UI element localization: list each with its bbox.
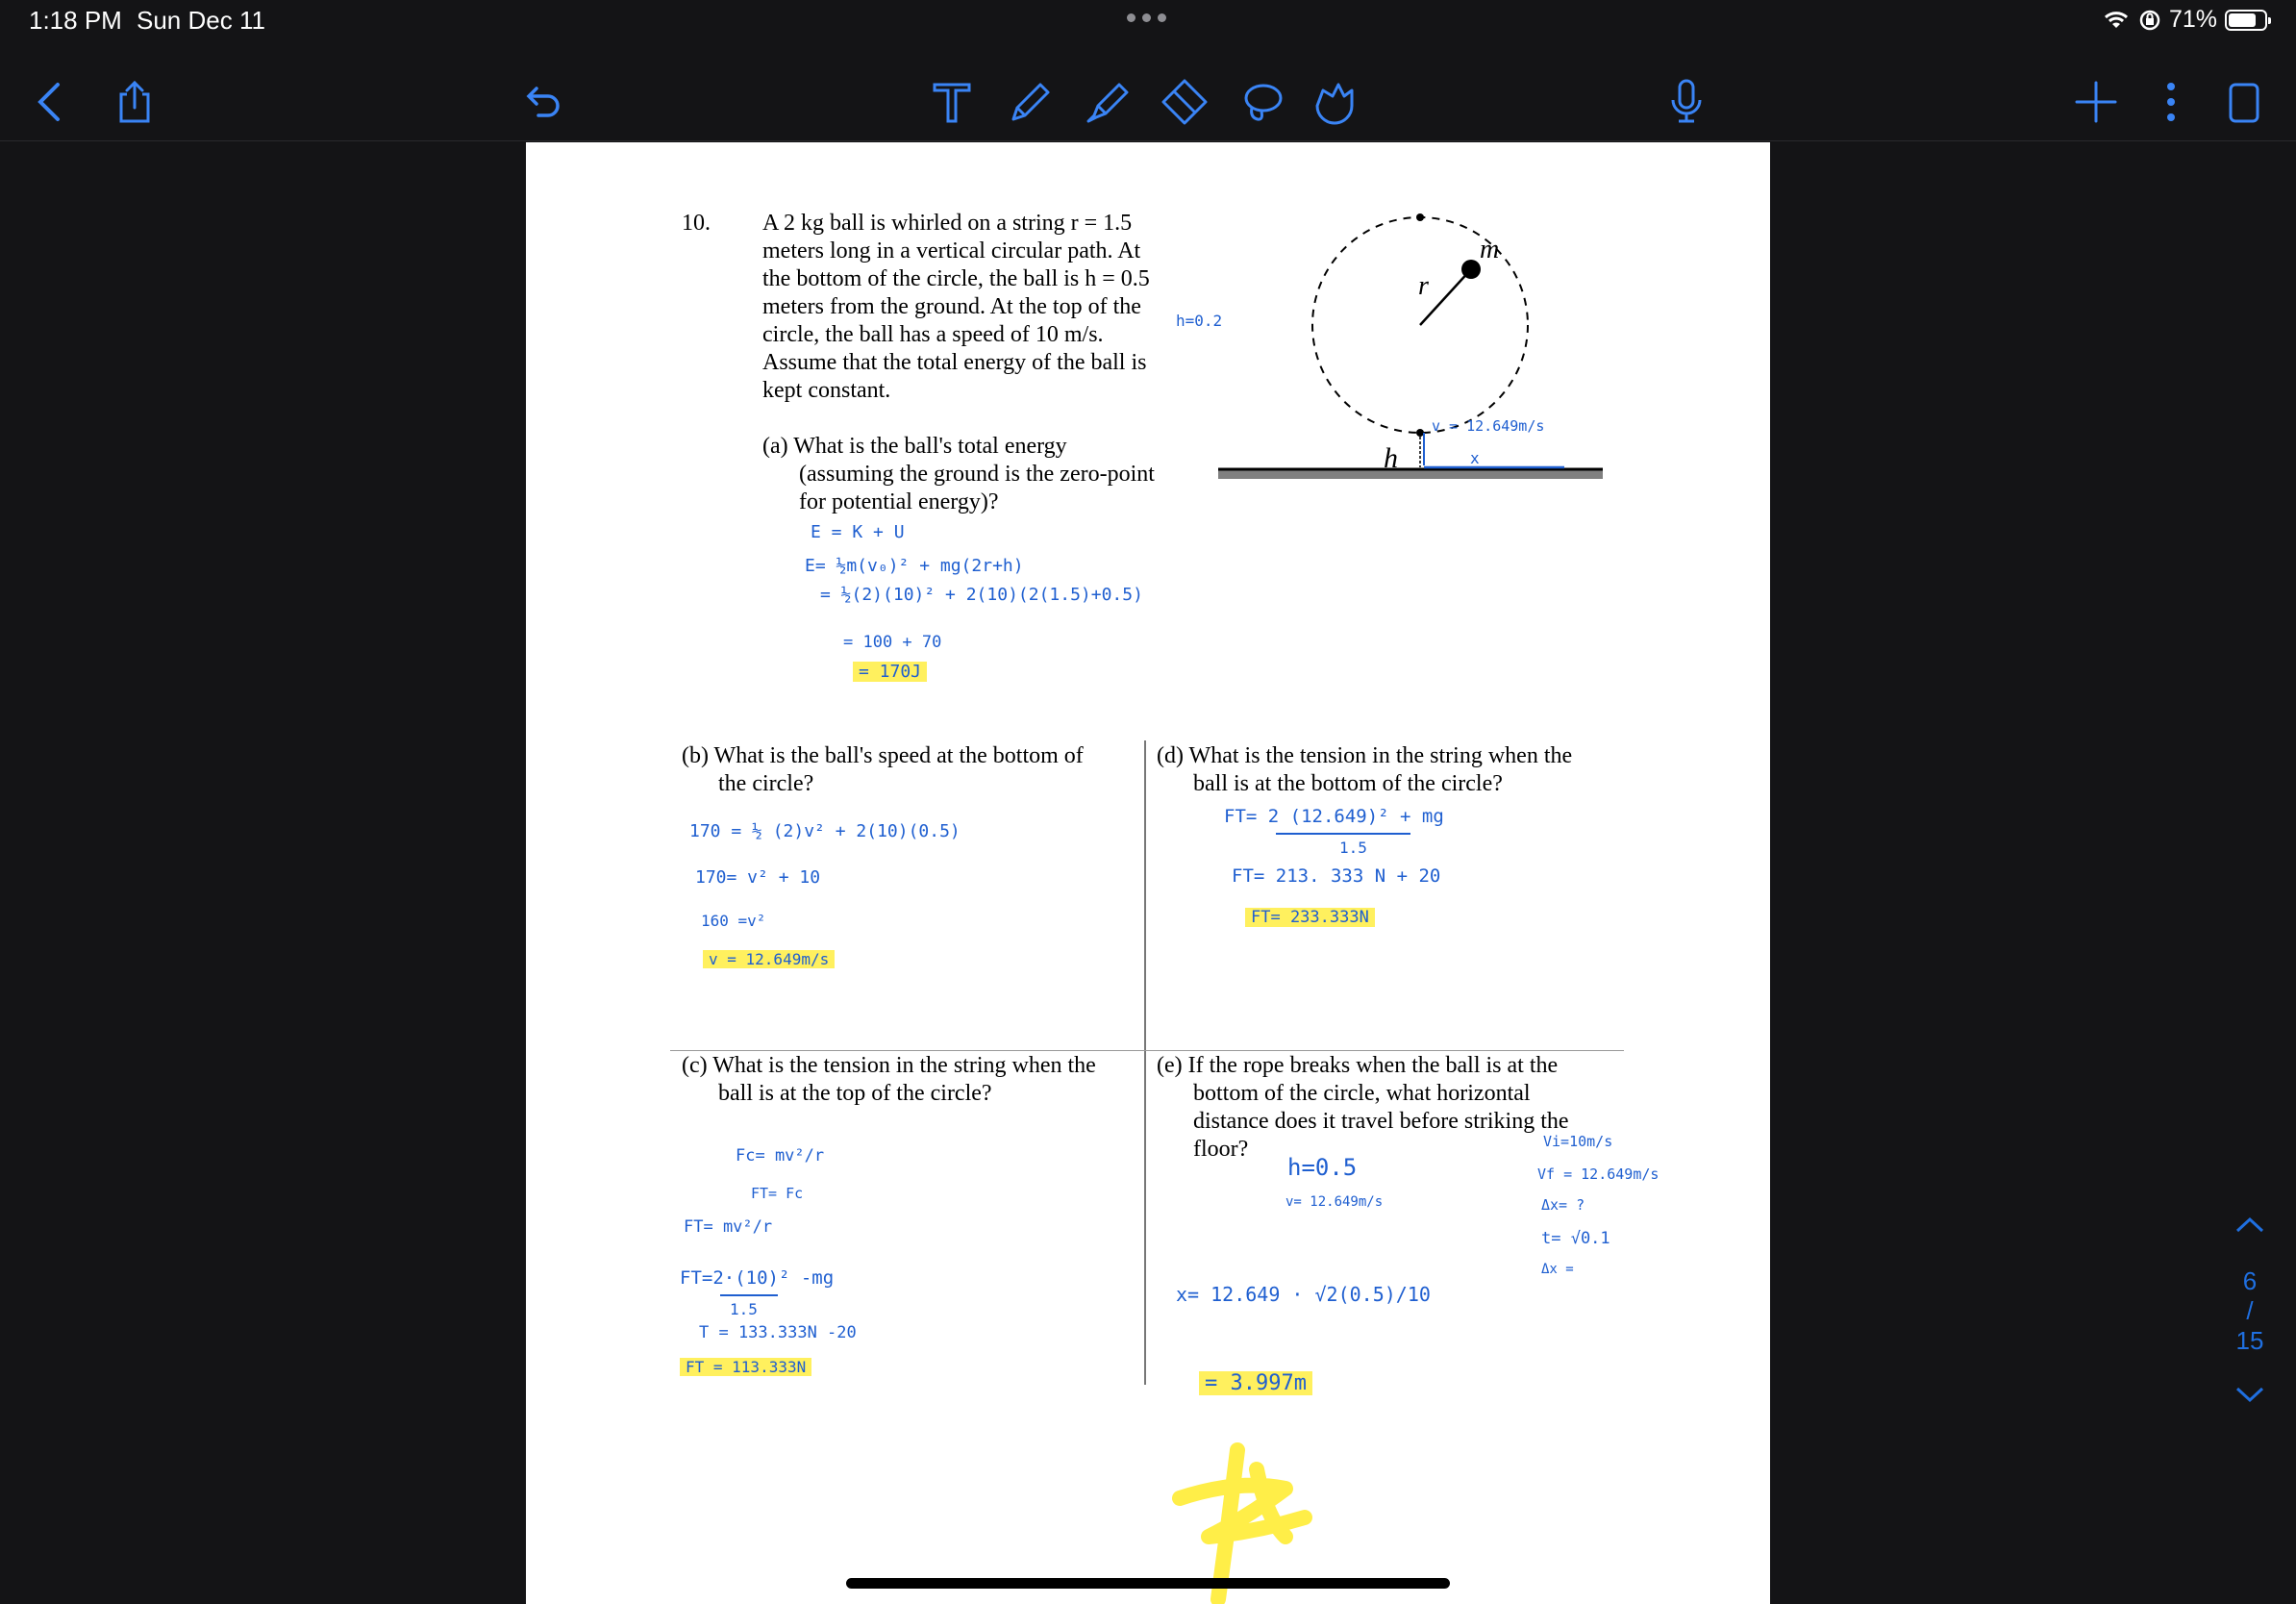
hw-b-answer: v = 12.649m/s [703,950,835,968]
orientation-lock-icon [2138,9,2161,32]
hw-c-line: T = 133.333N -20 [699,1323,857,1342]
pen-icon [1006,77,1056,127]
eraser-icon [1160,77,1210,127]
status-right [2102,6,2267,34]
pen-tool-button[interactable] [1004,75,1058,129]
question-e [1157,1052,1569,1164]
page-separator: / [2246,1296,2254,1325]
hw-e-line: Δx= ? [1541,1196,1585,1214]
hw-c-line: FT= Fc [751,1185,804,1202]
intro-line: circle, the ball has a speed of 10 m/s. [762,322,1104,347]
question-line: (b) What is the ball's speed at the bottom of [682,743,1084,768]
share-button[interactable] [108,75,162,129]
highlighter-icon [1083,77,1133,127]
shapes-icon [1310,77,1360,127]
page-thumbnails-button[interactable] [2217,75,2271,129]
hw-e-line: Vi=10m/s [1543,1133,1613,1150]
vertical-divider [1144,740,1146,1385]
current-page: 6 [2242,1266,2258,1295]
chevron-left-icon [25,77,75,127]
status-date: Sun Dec 11 [137,6,265,35]
height-label: h [1384,442,1398,474]
question-b [682,742,1084,798]
question-line: the circle? [718,771,814,796]
battery-percent: 71% [2168,6,2217,33]
back-button[interactable] [23,75,77,129]
hw-c-answer: FT = 113.333N [680,1358,811,1376]
question-line: (d) What is the tension in the string when the [1157,743,1573,768]
hw-e-line: v= 12.649m/s [1285,1194,1384,1210]
question-line: distance does it travel before striking the [1193,1109,1569,1134]
hw-c-line: FT=2·(10)² -mg [680,1267,835,1289]
velocity-note: v = 12.649m/s [1432,417,1545,435]
previous-page-button[interactable] [2223,1212,2277,1241]
question-a [762,433,1155,516]
undo-button[interactable] [515,75,569,129]
notes-toolbar [0,58,2296,141]
question-line: bottom of the circle, what horizontal [1193,1081,1531,1106]
highlighter-tool-button[interactable] [1081,75,1135,129]
add-page-button[interactable] [2069,75,2123,129]
shapes-tool-button[interactable] [1308,75,1361,129]
question-line: ball is at the top of the circle? [718,1081,992,1106]
question-line: (assuming the ground is the zero-point [799,462,1155,487]
status-bar [0,0,2296,46]
ball [1461,260,1481,279]
circular-motion-diagram [1218,200,1622,479]
horizontal-divider [670,1050,1624,1051]
plus-icon [2071,77,2121,127]
hw-d-line: 1.5 [1339,839,1367,857]
question-line: (e) If the rope breaks when the ball is at the [1157,1053,1559,1078]
lasso-tool-button[interactable] [1235,75,1288,129]
multitasking-dots[interactable] [1127,13,1166,22]
hw-a-answer: = 170J [853,662,927,682]
hw-a-line: E = K + U [811,522,905,542]
hw-d-line: FT= 2 (12.649)² + mg [1224,806,1444,827]
battery-icon [2225,10,2267,31]
intro-line: Assume that the total energy of the ball is [762,350,1147,375]
hw-d-line: FT= 213. 333 N + 20 [1232,865,1441,887]
question-line: (c) What is the tension in the string when the [682,1053,1096,1078]
intro-line: A 2 kg ball is whirled on a string r = 1.5 [762,211,1133,236]
hw-e-line: h=0.5 [1287,1154,1358,1181]
hw-e-answer: = 3.997m [1199,1371,1312,1395]
hw-a-line: = 100 + 70 [843,633,942,652]
share-icon [110,77,160,127]
intro-line: meters from the ground. At the top of the [762,294,1141,319]
hw-e-line: Vf = 12.649m/s [1537,1165,1660,1183]
hw-d-answer: FT= 233.333N [1245,908,1375,927]
x-label: x [1470,449,1480,467]
hw-e-line: x= 12.649 · √2(0.5)/10 [1176,1283,1431,1306]
microphone-icon [1661,77,1711,127]
more-icon [2146,77,2196,127]
hw-e-line: Δx = [1541,1262,1574,1277]
question-d [1157,742,1572,798]
height-note: h=0.2 [1176,312,1223,330]
text-tool-button[interactable] [925,75,979,129]
hw-a-line: E= ½m(v₀)² + mg(2r+h) [805,556,1024,576]
document-page[interactable] [526,142,1770,1604]
more-options-button[interactable] [2144,75,2198,129]
question-line: floor? [1193,1137,1249,1162]
chevron-down-icon [2234,1385,2266,1404]
intro-line: the bottom of the circle, the ball is h = 0.5 [762,266,1150,291]
problem-number: 10. [682,211,711,236]
intro-line: kept constant. [762,378,891,403]
chevron-up-icon [2234,1216,2266,1235]
question-c [682,1052,1096,1108]
next-page-button[interactable] [2223,1381,2277,1411]
problem-intro [762,210,1195,405]
wifi-icon [2102,9,2131,32]
question-line: ball is at the bottom of the circle? [1193,771,1503,796]
hw-c-line: Fc= mv²/r [736,1146,825,1165]
hw-c-line: FT= mv²/r [684,1217,773,1237]
hw-b-line: 170 = ½ (2)v² + 2(10)(0.5) [689,821,961,841]
record-audio-button[interactable] [1660,75,1713,129]
text-icon [927,77,977,127]
hw-e-line: t= √0.1 [1541,1229,1610,1248]
undo-icon [517,77,567,127]
hw-b-line: 160 =v² [701,912,766,930]
intro-line: meters long in a vertical circular path. At [762,238,1141,263]
eraser-tool-button[interactable] [1158,75,1211,129]
hw-c-line: 1.5 [730,1300,758,1318]
mass-label: m [1480,235,1500,264]
hw-a-line: = ½(2)(10)² + 2(10)(2(1.5)+0.5) [820,585,1143,605]
total-pages: 15 [2235,1326,2264,1355]
lasso-icon [1236,77,1286,127]
question-line: for potential energy)? [799,489,999,514]
hw-b-line: 170= v² + 10 [695,867,821,888]
status-time: 1:18 PM [29,6,122,35]
pages-icon [2219,77,2269,127]
home-indicator[interactable] [846,1578,1450,1589]
question-line: (a) What is the ball's total energy [762,434,1067,459]
radius-label: r [1418,271,1429,301]
page-navigator [2223,1212,2277,1411]
